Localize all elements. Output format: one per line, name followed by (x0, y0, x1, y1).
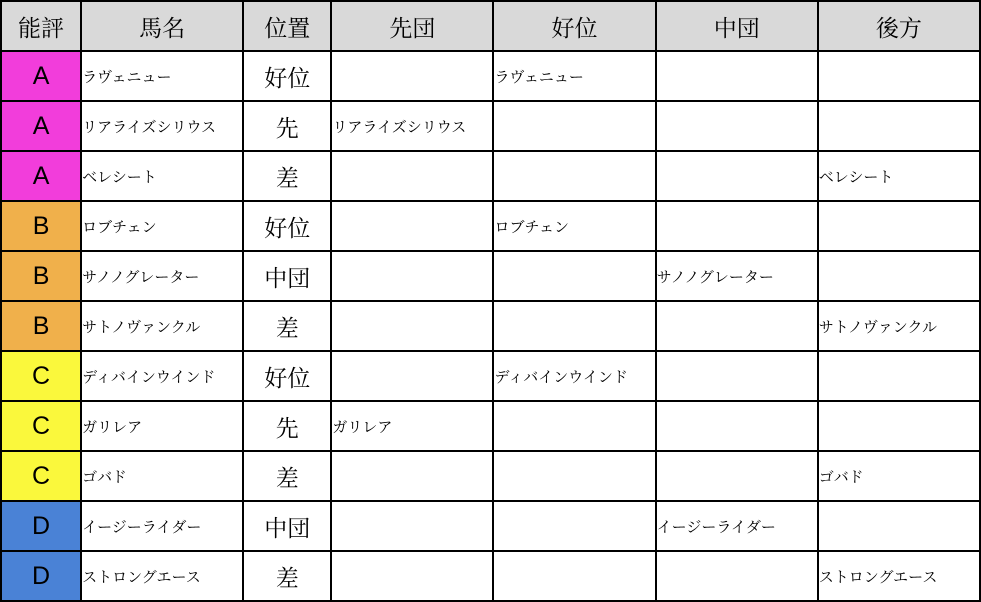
cell-kouhou (818, 101, 980, 151)
cell-chudan (656, 51, 818, 101)
table-row (1, 301, 980, 351)
cell-koui: ディバインウインド (493, 351, 655, 401)
cell-koui (493, 151, 655, 201)
cell-kouhou (818, 251, 980, 301)
cell-chudan (656, 201, 818, 251)
cell-horse-name: イージーライダー (81, 501, 243, 551)
cell-sendan (331, 501, 493, 551)
cell-kouhou (818, 201, 980, 251)
table-row (1, 401, 980, 451)
cell-grade: B (1, 301, 81, 351)
cell-grade: D (1, 551, 81, 601)
cell-position: 好位 (243, 201, 331, 251)
cell-grade: B (1, 201, 81, 251)
cell-kouhou (818, 401, 980, 451)
column-header-grade: 能評 (1, 1, 81, 51)
cell-kouhou: ゴバド (818, 451, 980, 501)
cell-grade: D (1, 501, 81, 551)
cell-sendan (331, 551, 493, 601)
cell-position: 中団 (243, 251, 331, 301)
cell-koui (493, 251, 655, 301)
cell-chudan (656, 551, 818, 601)
table-body (1, 51, 980, 601)
cell-sendan: ガリレア (331, 401, 493, 451)
table-row (1, 51, 980, 101)
cell-sendan (331, 51, 493, 101)
cell-chudan (656, 401, 818, 451)
cell-horse-name: ガリレア (81, 401, 243, 451)
table-row (1, 151, 980, 201)
cell-kouhou: ベレシート (818, 151, 980, 201)
cell-chudan: サノノグレーター (656, 251, 818, 301)
cell-sendan (331, 451, 493, 501)
cell-koui: ラヴェニュー (493, 51, 655, 101)
column-header-koui: 好位 (493, 1, 655, 51)
cell-kouhou: ストロングエース (818, 551, 980, 601)
cell-chudan (656, 151, 818, 201)
table-header (1, 1, 980, 51)
cell-position: 好位 (243, 51, 331, 101)
cell-sendan (331, 351, 493, 401)
cell-position: 差 (243, 551, 331, 601)
cell-sendan (331, 251, 493, 301)
table-row (1, 201, 980, 251)
cell-horse-name: ベレシート (81, 151, 243, 201)
cell-horse-name: リアライズシリウス (81, 101, 243, 151)
column-header-chudan: 中団 (656, 1, 818, 51)
cell-position: 中団 (243, 501, 331, 551)
cell-koui: ロブチェン (493, 201, 655, 251)
table-row (1, 451, 980, 501)
table-row (1, 551, 980, 601)
cell-horse-name: サトノヴァンクル (81, 301, 243, 351)
table-row (1, 251, 980, 301)
cell-grade: A (1, 51, 81, 101)
column-header-sendan: 先団 (331, 1, 493, 51)
cell-grade: A (1, 101, 81, 151)
cell-chudan (656, 351, 818, 401)
column-header-horse-name: 馬名 (81, 1, 243, 51)
cell-kouhou: サトノヴァンクル (818, 301, 980, 351)
column-header-kouhou: 後方 (818, 1, 980, 51)
table-row (1, 501, 980, 551)
table-row (1, 101, 980, 151)
cell-grade: C (1, 451, 81, 501)
cell-grade: A (1, 151, 81, 201)
table-row (1, 351, 980, 401)
cell-position: 好位 (243, 351, 331, 401)
cell-horse-name: ゴバド (81, 451, 243, 501)
cell-position: 差 (243, 151, 331, 201)
cell-koui (493, 401, 655, 451)
cell-position: 先 (243, 401, 331, 451)
cell-chudan (656, 301, 818, 351)
cell-chudan: イージーライダー (656, 501, 818, 551)
cell-kouhou (818, 51, 980, 101)
cell-grade: C (1, 351, 81, 401)
cell-koui (493, 451, 655, 501)
cell-chudan (656, 101, 818, 151)
cell-grade: B (1, 251, 81, 301)
cell-sendan (331, 151, 493, 201)
cell-position: 先 (243, 101, 331, 151)
cell-sendan (331, 201, 493, 251)
cell-koui (493, 501, 655, 551)
column-header-position: 位置 (243, 1, 331, 51)
cell-kouhou (818, 501, 980, 551)
header-row (1, 1, 980, 51)
cell-horse-name: サノノグレーター (81, 251, 243, 301)
cell-koui (493, 301, 655, 351)
cell-koui (493, 551, 655, 601)
cell-grade: C (1, 401, 81, 451)
cell-position: 差 (243, 301, 331, 351)
cell-chudan (656, 451, 818, 501)
cell-position: 差 (243, 451, 331, 501)
cell-horse-name: ディバインウインド (81, 351, 243, 401)
cell-kouhou (818, 351, 980, 401)
cell-sendan (331, 301, 493, 351)
cell-sendan: リアライズシリウス (331, 101, 493, 151)
cell-koui (493, 101, 655, 151)
cell-horse-name: ストロングエース (81, 551, 243, 601)
cell-horse-name: ラヴェニュー (81, 51, 243, 101)
cell-horse-name: ロブチェン (81, 201, 243, 251)
